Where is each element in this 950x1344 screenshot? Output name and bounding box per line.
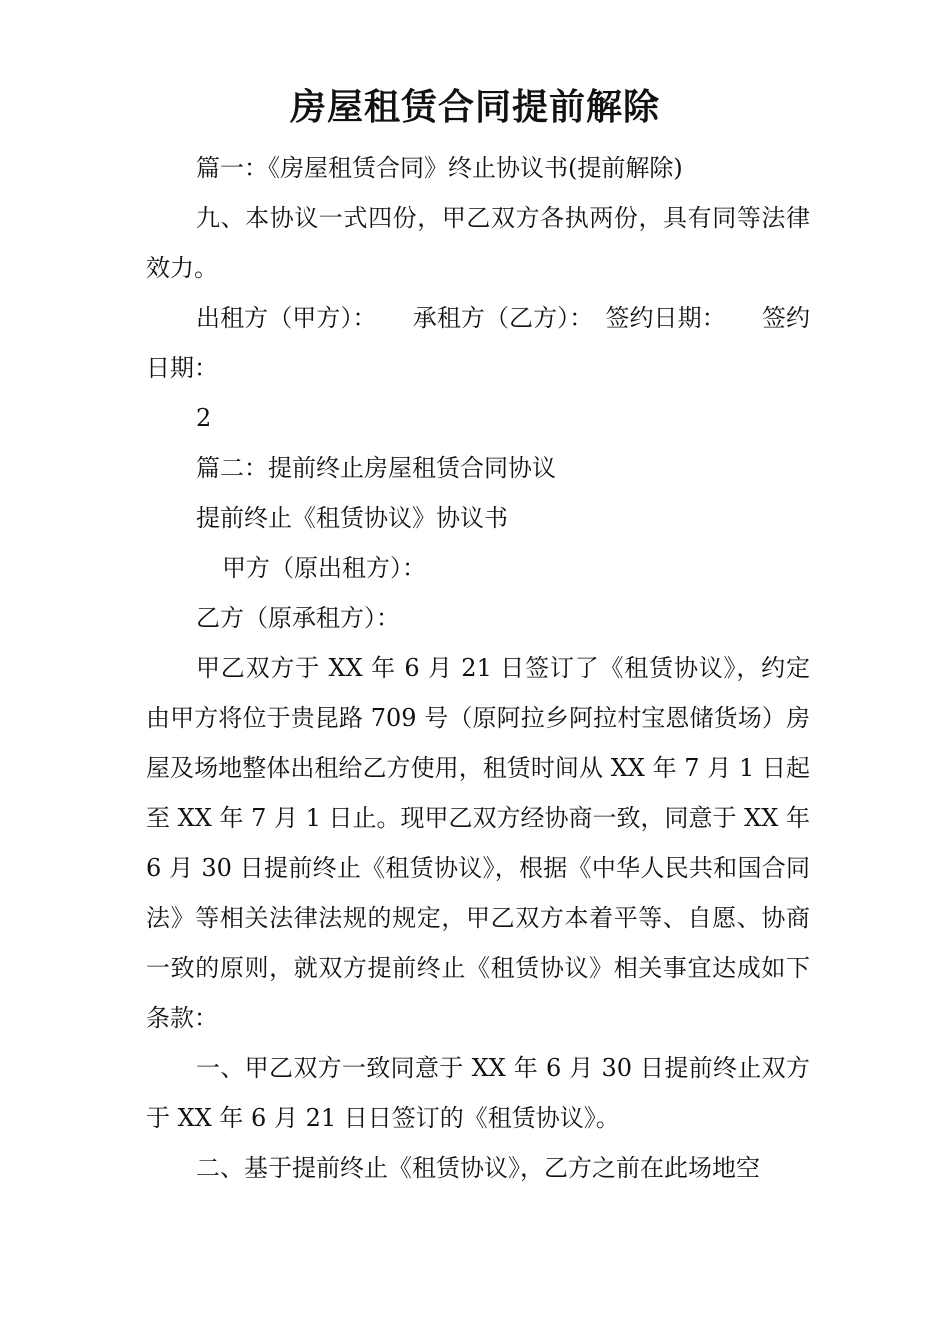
paragraph-party-b: 乙方（原承租方）： bbox=[196, 604, 400, 632]
paragraph-clause-nine: 九、本协议一式四份，甲乙双方各执两份，具有同等法律效力。 bbox=[146, 204, 810, 282]
paragraph-party-a: 甲方（原出租方）： bbox=[222, 554, 426, 582]
document-body bbox=[146, 143, 810, 1193]
paragraph-clause-two: 二、基于提前终止《租赁协议》，乙方之前在此场地空 bbox=[196, 1154, 760, 1182]
paragraph-part-one-heading: 篇一：《房屋租赁合同》终止协议书(提前解除) bbox=[196, 154, 683, 182]
document-title: 房屋租赁合同提前解除 bbox=[289, 86, 660, 128]
paragraph-clause-one: 一、甲乙双方一致同意于 XX 年 6 月 30 日提前终止双方于 XX 年 6 月 21 日日签订的《租赁协议》。 bbox=[146, 1054, 810, 1132]
paragraph-agreement-title: 提前终止《租赁协议》协议书 bbox=[196, 504, 508, 532]
paragraph-part-two-heading: 篇二：提前终止房屋租赁合同协议 bbox=[196, 454, 556, 482]
paragraph-signature-line: 出租方（甲方）： 承租方（乙方）： 签约日期： 签约日期： bbox=[146, 304, 810, 382]
paragraph-page-number: 2 bbox=[196, 404, 212, 432]
paragraph-background: 甲乙双方于 XX 年 6 月 21 日签订了《租赁协议》，约定由甲方将位于贵昆路 709 号（原阿拉乡阿拉村宝恩储货场）房屋及场地整体出租给乙方使用，租赁时间从 XX 年 7 月 1 日起至 XX 年 7 月 1 日止。现甲乙双方经协商一致，同意于 XX 年 6 月 30 日提前终止《租赁协议》，根据《中华人民共和国合同法》等相关法律法规的规定，甲乙双方本着平等、自愿、协商一致的原则，就双方提前终止《租赁协议》相关事宜达成如下条款： bbox=[146, 654, 810, 1032]
